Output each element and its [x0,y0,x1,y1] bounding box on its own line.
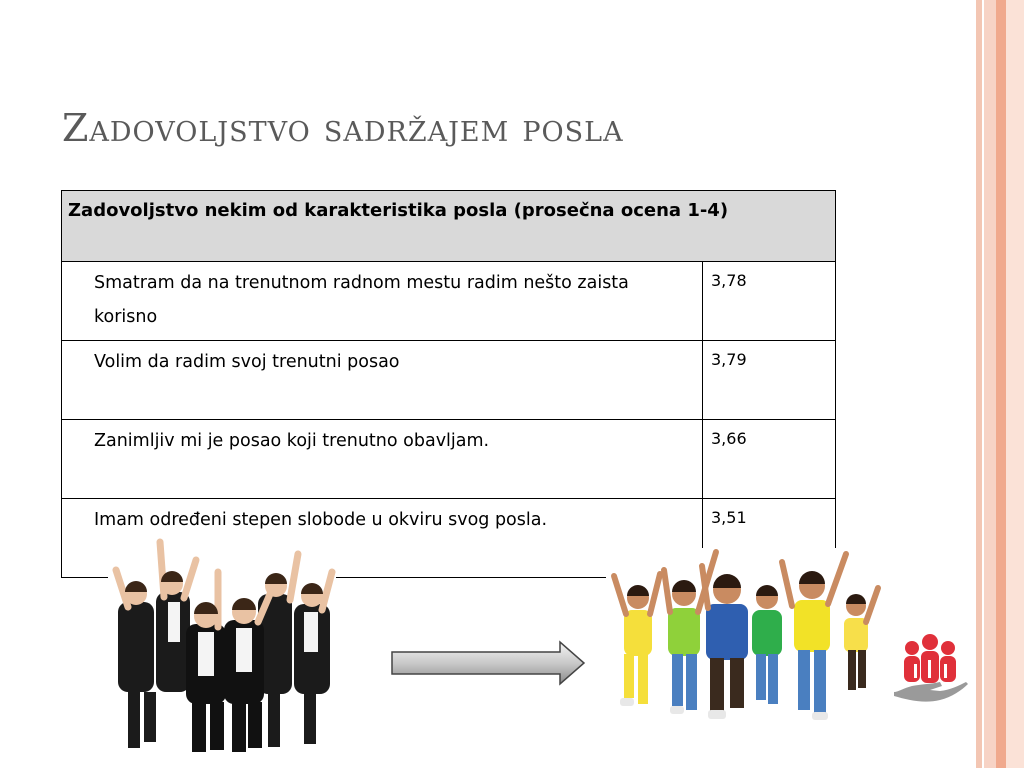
table-row [62,420,836,499]
table-row [62,262,836,341]
border-stripe [1006,0,1024,768]
statement-cell: Imam određeni stepen slobode u okviru svog posla. [62,499,703,578]
border-stripe [984,0,996,768]
table-row [62,341,836,420]
ratings-table [61,190,836,578]
statement-cell: Zanimljiv mi je posao koji trenutno obavljam. [62,420,703,499]
score-cell: 3,66 [703,420,836,499]
right-arrow-icon [388,638,588,688]
table-header: Zadovoljstvo nekim od karakteristika posla (prosečna ocena 1-4) [62,191,836,262]
statement-cell: Smatram da na trenutnom radnom mestu radim nešto zaista korisno [62,262,703,341]
slide-title: Zadovoljstvo sadržajem posla [62,106,624,150]
statement-cell: Volim da radim svoj trenutni posao [62,341,703,420]
jumping-office-workers-photo [108,532,336,757]
score-cell: 3,79 [703,341,836,420]
jumping-children-photo [606,548,888,740]
table-header-row [62,191,836,262]
score-cell: 3,51 [703,499,836,578]
border-stripe [976,0,982,768]
score-cell: 3,78 [703,262,836,341]
border-stripe [996,0,1006,768]
family-hand-logo [890,630,970,710]
